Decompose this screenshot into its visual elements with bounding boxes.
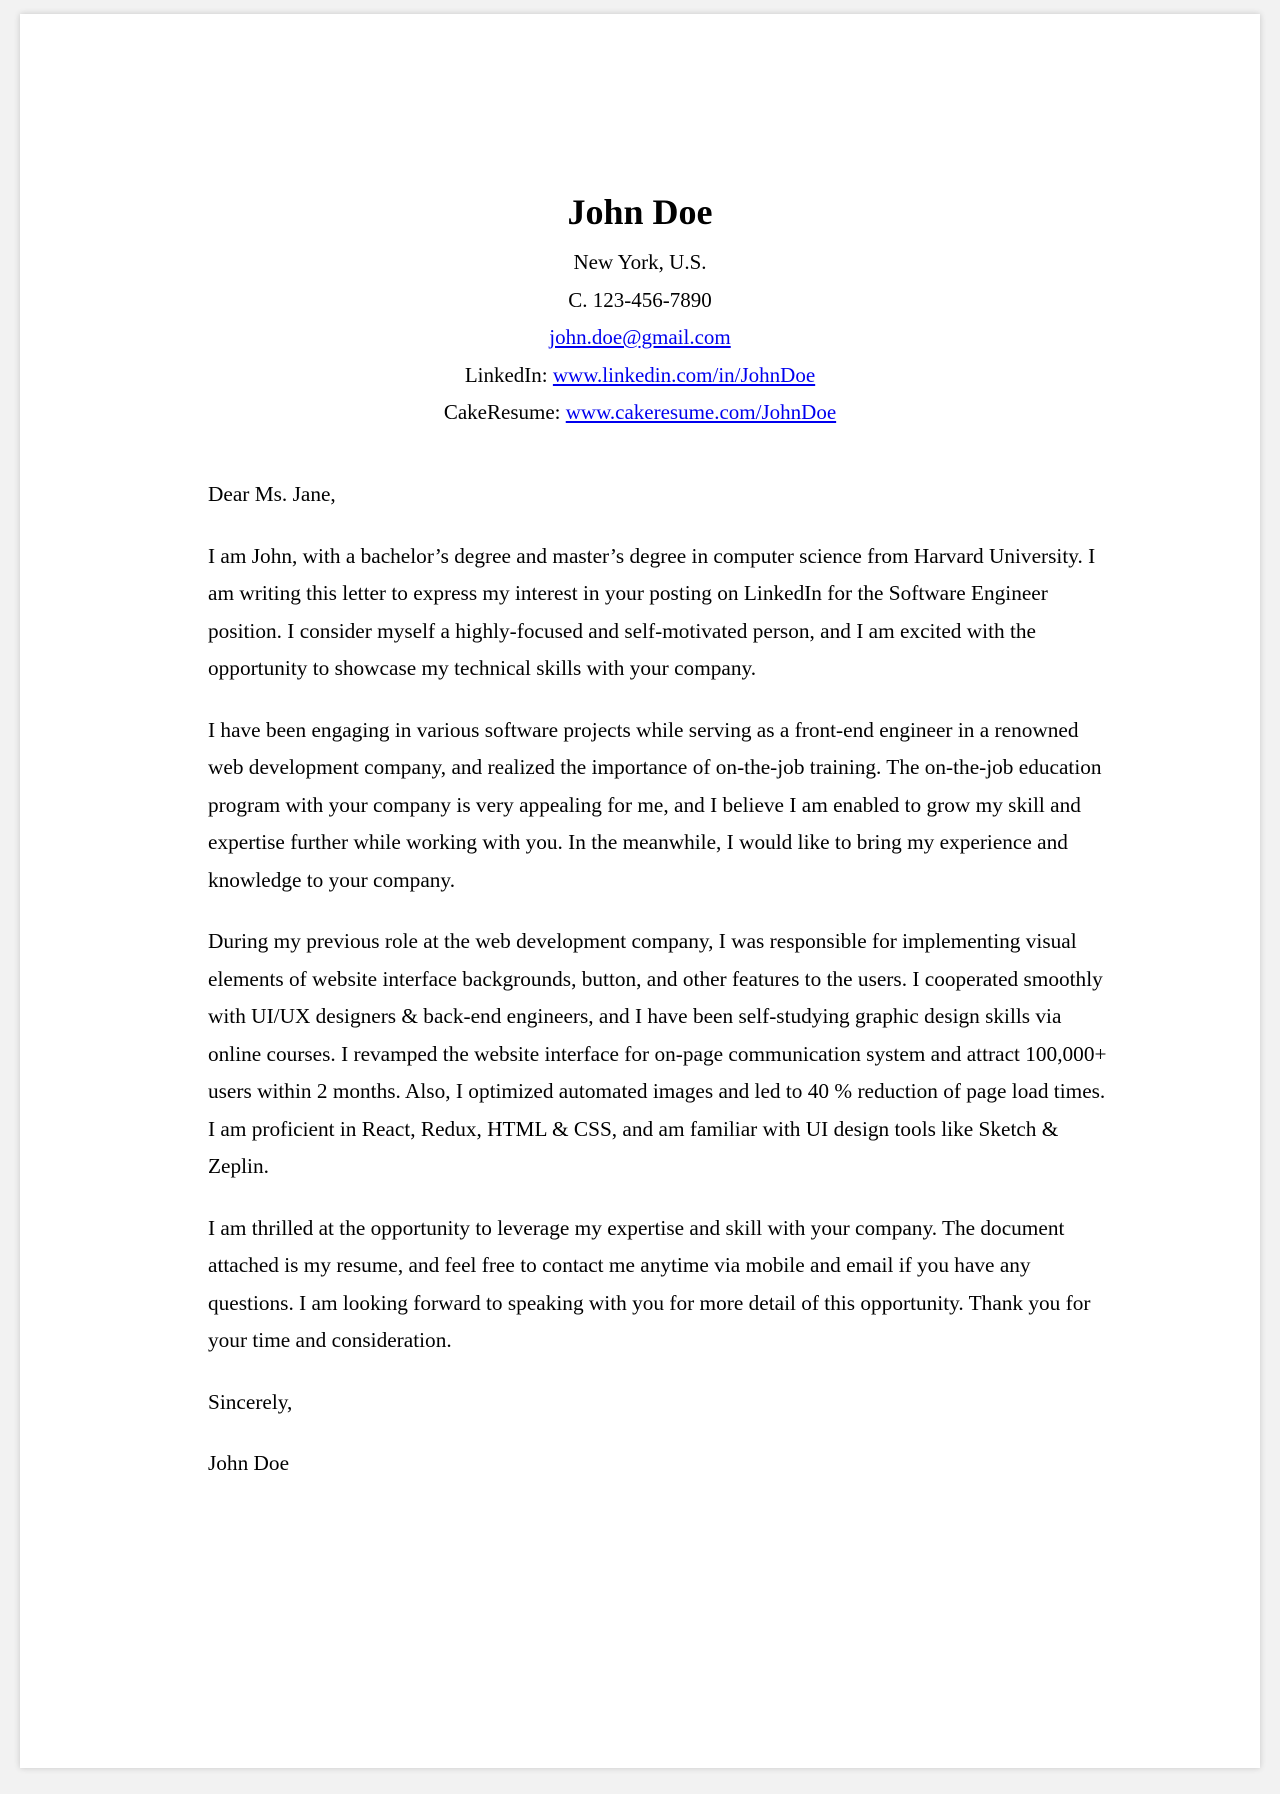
- closing: Sincerely,: [208, 1389, 293, 1414]
- linkedin-link[interactable]: www.linkedin.com/in/JohnDoe: [552, 362, 816, 387]
- cakeresume-label: CakeResume:: [443, 400, 566, 424]
- signature: John Doe: [208, 1451, 290, 1475]
- cakeresume-line: [20, 394, 1260, 432]
- salutation: Dear Ms. Jane,: [208, 482, 336, 506]
- letter-header: [20, 190, 1260, 432]
- sender-location: New York, U.S.: [573, 250, 707, 274]
- sender-email-line: [20, 319, 1260, 357]
- sender-name: John Doe: [567, 192, 713, 232]
- linkedin-line: [20, 357, 1260, 395]
- email-link[interactable]: john.doe@gmail.com: [549, 325, 731, 349]
- linkedin-label: LinkedIn:: [464, 362, 553, 387]
- paragraph: I am John, with a bachelor’s degree and master’s degree in computer science from Harvard University. I am writing this letter to express my interest in your posting on LinkedIn for the Software Engineer position. I consider myself a highly-focused and self-motivated person, and I am excited with the opportunity to showcase my technical skills with your company.: [208, 543, 1096, 680]
- paragraph: I am thrilled at the opportunity to leverage my expertise and skill with your company. The document attached is my resume, and feel free to contact me anytime via mobile and email if you have any questions. I am looking forward to speaking with you for more detail of this opportunity. Thank you for your time and consideration.: [208, 1215, 1091, 1352]
- document-page: [20, 14, 1260, 1768]
- paragraph: I have been engaging in various software projects while serving as a front-end engineer in a renowned web development company, and realized the importance of on-the-job training. The on-the-job education program with your company is very appealing for me, and I believe I am enabled to grow my skill and expertise further while working with you. In the meanwhile, I would like to bring my experience and knowledge to your company.: [208, 717, 1102, 892]
- cakeresume-link[interactable]: www.cakeresume.com/JohnDoe: [565, 400, 837, 424]
- letter-body: [208, 476, 1108, 1507]
- paragraph: During my previous role at the web development company, I was responsible for implementing visual elements of website interface backgrounds, button, and other features to the users. I cooperated smoothly with UI/UX designers & back-end engineers, and I have been self-studying graphic design skills via online courses. I revamped the website interface for on-page communication system and attract 100,000+ users within 2 months. Also, I optimized automated images and led to 40 % reduction of page load times. I am proficient in React, Redux, HTML & CSS, and am familiar with UI design tools like Sketch & Zeplin.: [208, 929, 1107, 1178]
- sender-phone: C. 123-456-7890: [568, 287, 712, 312]
